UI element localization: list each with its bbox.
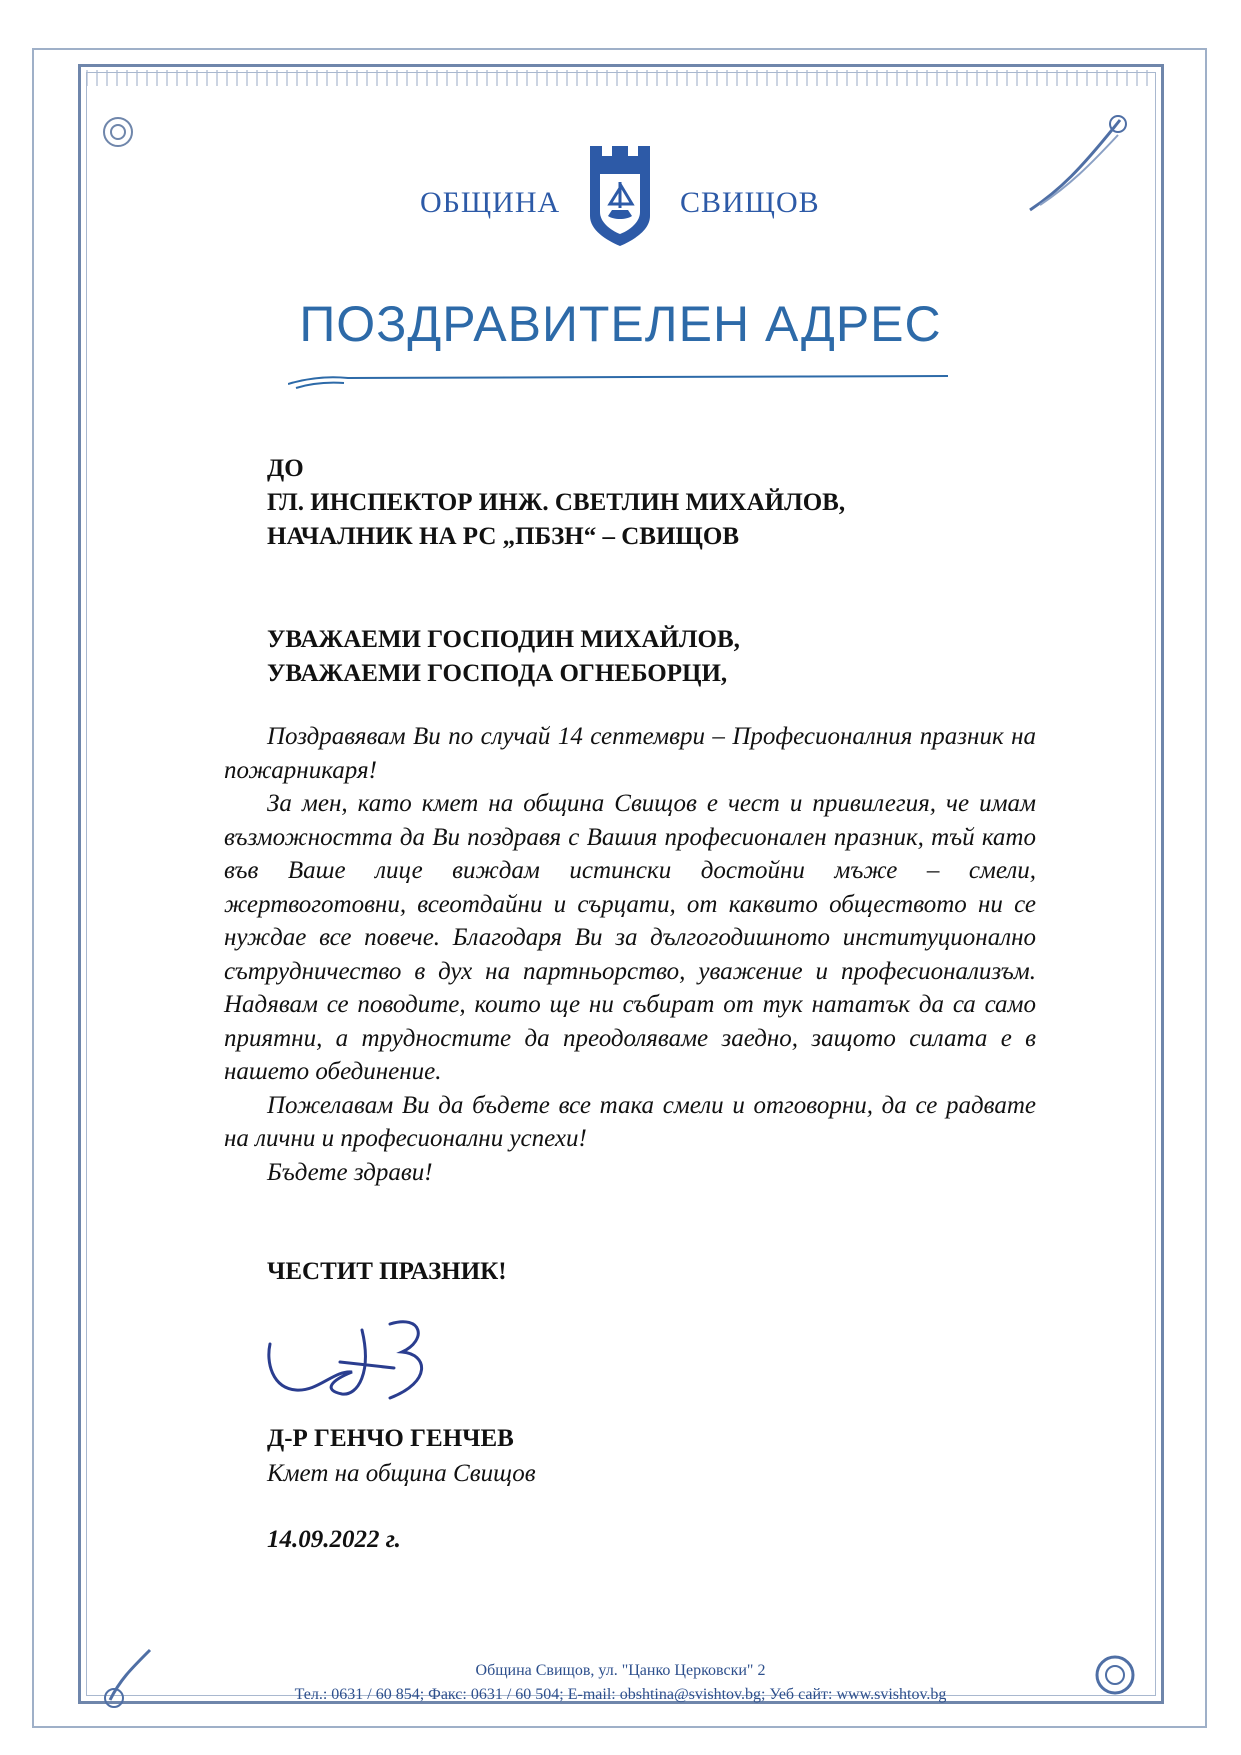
municipality-logo [0, 146, 1241, 246]
salutation-line-1: УВАЖАЕМИ ГОСПОДИН МИХАЙЛОВ, [267, 626, 740, 653]
logo-text-left: ОБЩИНА [420, 186, 561, 219]
page-title: ПОЗДРАВИТЕЛЕН АДРЕС [299, 296, 942, 352]
recipient-block [267, 452, 845, 554]
letter-body [224, 720, 1036, 1189]
body-paragraph-1: Поздравявам Ви по случай 14 септември – Професионалния празник на пожарникаря! [224, 723, 1036, 784]
recipient-position: НАЧАЛНИК НА РС „ПБЗН“ – СВИЩОВ [267, 523, 739, 550]
body-paragraph-4: Бъдете здрави! [267, 1158, 433, 1186]
signature [262, 1310, 452, 1420]
footer-address: Община Свищов, ул. "Цанко Церковски" 2 [475, 1662, 766, 1679]
recipient-name: ГЛ. ИНСПЕКТОР ИНЖ. СВЕТЛИН МИХАЙЛОВ, [267, 489, 846, 516]
salutation-line-2: УВАЖАЕМИ ГОСПОДА ОГНЕБОРЦИ, [267, 660, 728, 687]
signer-name: Д-Р ГЕНЧО ГЕНЧЕВ [267, 1425, 514, 1452]
signer-role: Кмет на община Свищов [267, 1460, 536, 1487]
logo-text-right: СВИЩОВ [680, 186, 820, 219]
recipient-to: ДО [267, 455, 304, 482]
body-paragraph-3: Пожелавам Ви да бъдете все така смели и отговорни, да се радвате на лични и професионални успехи! [224, 1091, 1036, 1152]
salutation-block [267, 623, 740, 691]
body-paragraph-2: За мен, като кмет на община Свищов е чест и привилегия, че имам възможността да Ви поздравя с Вашия професионален празник, тъй като във Ваше лице виждам истински достойни мъже – смели, жертвоготовни, всеотдайни и сърцати, от каквито обществото ни се нуждае все повече. Благодаря Ви за дългогодишното институционално сътрудничество в дух на партньорство, уважение и професионализъм. Надявам се поводите, които ще ни събират от тук нататък да са само приятни, а трудностите да преодоляваме заедно, защото силата е в нашето обединение. [224, 790, 1036, 1085]
footer-contacts: Тел.: 0631 / 60 854; Факс: 0631 / 60 504; E-mail: obshtina@svishtov.bg; Уеб сайт: www.svishtov.bg [294, 1686, 947, 1703]
title-underline [288, 372, 948, 392]
letter-date: 14.09.2022 г. [267, 1526, 401, 1553]
crest-icon [588, 146, 652, 246]
closing-greeting: ЧЕСТИТ ПРАЗНИК! [267, 1258, 507, 1285]
ornament-band [86, 70, 1156, 86]
